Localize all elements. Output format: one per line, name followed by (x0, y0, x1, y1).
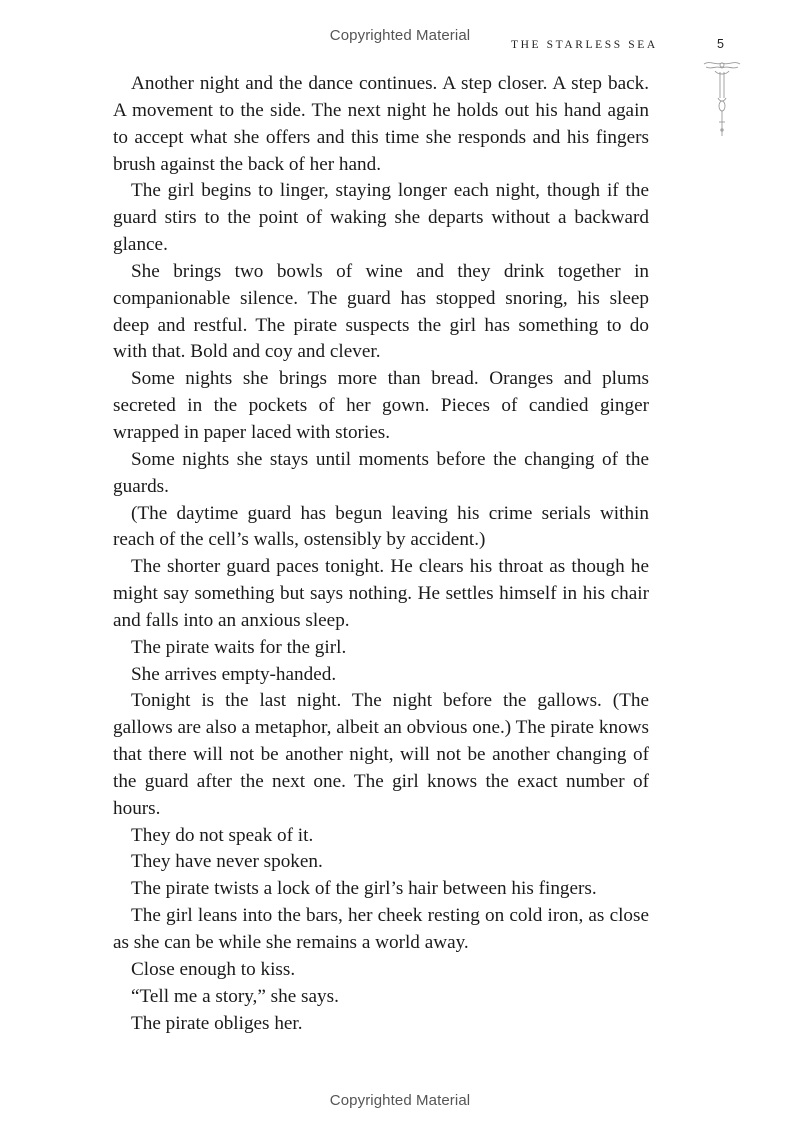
paragraph-11: They do not speak of it. (131, 824, 314, 846)
paragraph-5: Some nights she stays until moments before the changing of the guards. (113, 448, 649, 497)
paragraph-9: She arrives empty-handed. (131, 663, 337, 685)
paragraph-4: Some nights she brings more than bread. Oranges and plums secreted in the pockets of her gown. Pieces of candied ginger wrapped in paper laced with stories. (113, 368, 649, 443)
paragraph-3: She brings two bowls of wine and they drink together in companionable silence. The guard has stopped snoring, his sleep deep and restful. The pirate suspects the girl has something to do with that. Bold and coy and clever. (113, 260, 649, 363)
paragraph-16: “Tell me a story,” she says. (131, 985, 339, 1007)
running-head: THE STARLESS SEA (511, 39, 658, 51)
paragraph-8: The pirate waits for the girl. (131, 636, 347, 658)
paragraph-14: The girl leans into the bars, her cheek resting on cold iron, as close as she can be while she remains a world away. (113, 905, 649, 953)
paragraph-10: Tonight is the last night. The night before the gallows. (The gallows are also a metaphor, albeit an obvious one.) The pirate knows that there will not be another night, will not be another changing of the guard after the next one. The girl knows the exact number of hours. (113, 690, 649, 819)
paragraph-15: Close enough to kiss. (131, 958, 296, 980)
copyright-watermark-top: Copyrighted Material (329, 27, 471, 44)
paragraph-7: The shorter guard paces tonight. He clears his throat as though he might say something but says nothing. He settles himself in his chair and falls into an anxious sleep. (113, 556, 649, 631)
paragraph-13: The pirate twists a lock of the girl’s hair between his fingers. (131, 878, 597, 900)
paragraph-2: The girl begins to linger, staying longer each night, though if the guard stirs to the point of waking she departs without a backward glance. (113, 180, 649, 256)
vertical-filigree-ornament-icon (700, 58, 744, 140)
paragraph-6: (The daytime guard has begun leaving his crime serials within reach of the cell’s walls, ostensibly by accident.) (113, 502, 649, 551)
copyright-watermark-bottom: Copyrighted Material (329, 1092, 471, 1109)
paragraph-17: The pirate obliges her. (131, 1012, 303, 1034)
page-number: 5 (717, 37, 724, 51)
chapter-body-text (113, 71, 649, 1037)
paragraph-1: Another night and the dance continues. A step closer. A step back. A movement to the side. The next night he holds out his hand again to accept what she offers and this time she responds and his fingers brush against the back of her hand. (113, 73, 649, 175)
paragraph-12: They have never spoken. (131, 851, 323, 873)
